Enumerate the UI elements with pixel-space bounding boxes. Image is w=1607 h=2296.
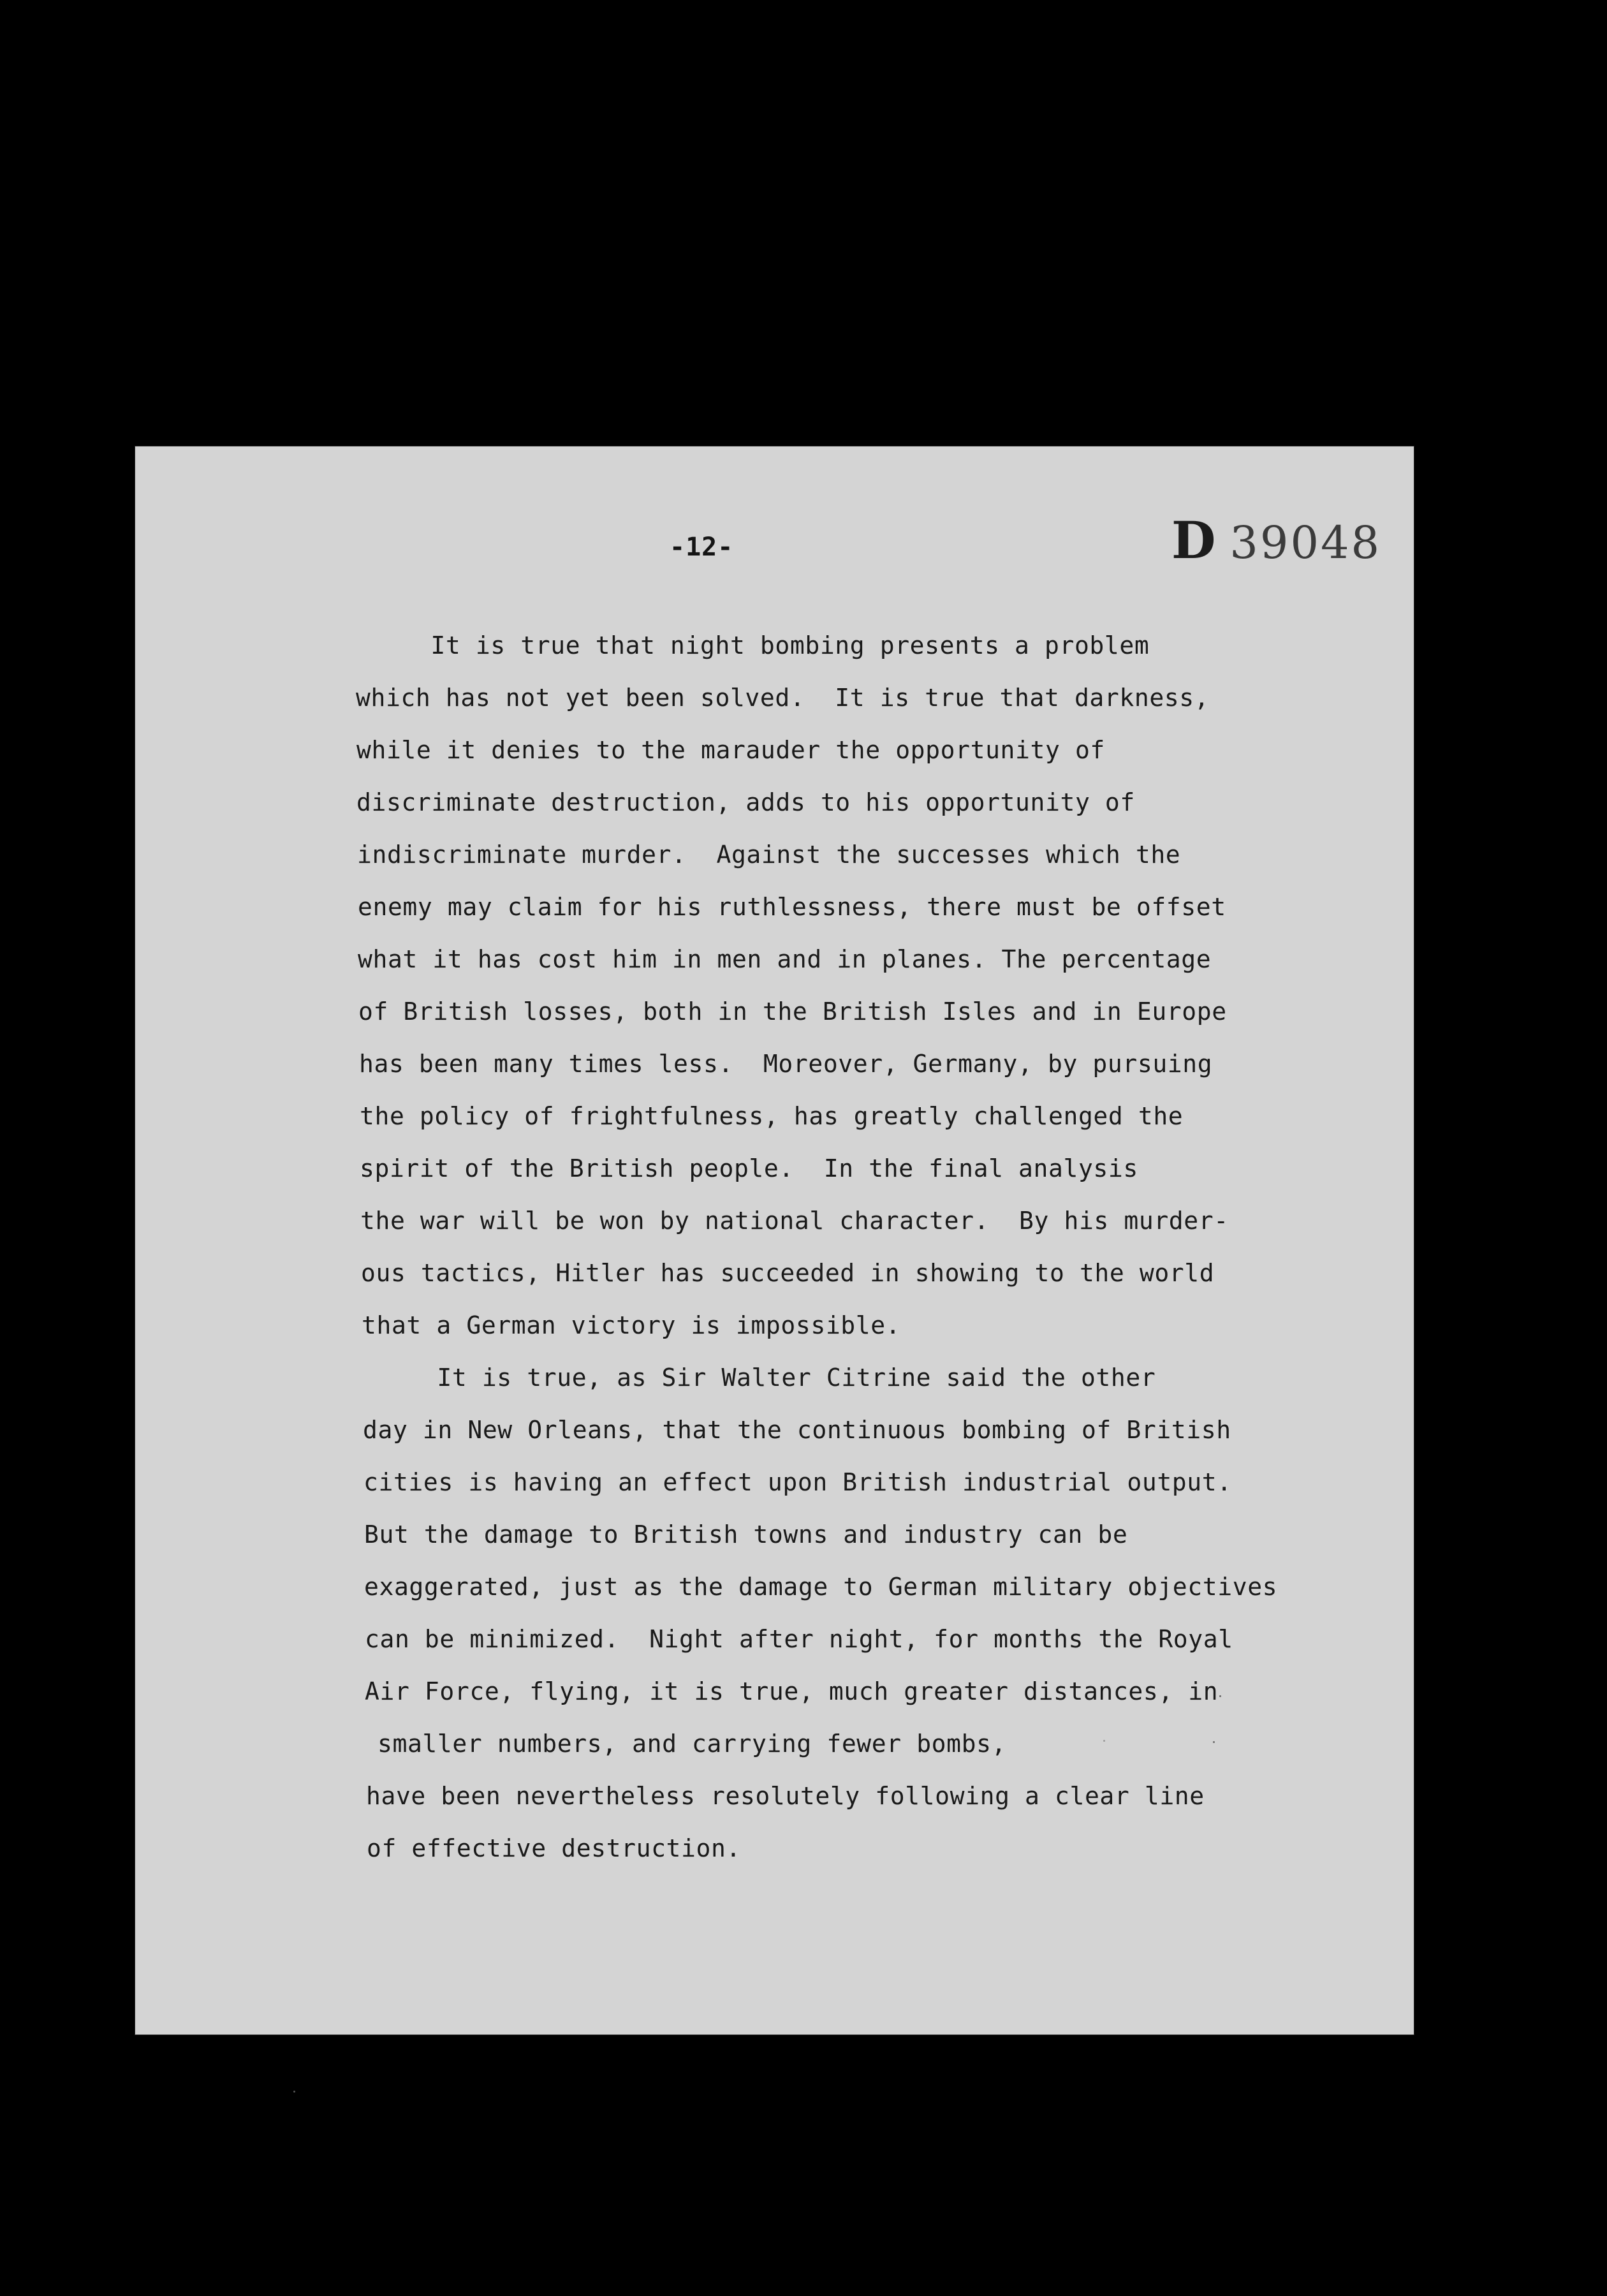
dust-speck <box>1213 1741 1215 1743</box>
text-line: which has not yet been solved. It is true that darkness, <box>356 684 1210 712</box>
text-line: It is true that night bombing presents a problem <box>356 631 1150 659</box>
text-line: the policy of frightfulness, has greatly challenged the <box>360 1102 1184 1130</box>
dust-speck <box>1103 1740 1105 1742</box>
text-line: enemy may claim for his ruthlessness, there must be offset <box>358 893 1226 921</box>
text-line: while it denies to the marauder the opportunity of <box>356 736 1105 764</box>
text-line: the war will be won by national character. By his murder- <box>360 1207 1229 1235</box>
text-line: what it has cost him in men and in planes. The percentage <box>358 945 1212 973</box>
stamp-number: 39048 <box>1229 517 1382 569</box>
stamp-letter: D <box>1171 510 1216 570</box>
page-number: -12- <box>670 533 734 562</box>
text-line: of British losses, both in the British Isles and in Europe <box>358 997 1227 1026</box>
text-line: day in New Orleans, that the continuous bombing of British <box>363 1416 1231 1444</box>
text-line: indiscriminate murder. Against the successes which the <box>357 841 1181 869</box>
text-line: exaggerated, just as the damage to German military objectives <box>364 1573 1278 1601</box>
text-line: that a German victory is impossible. <box>362 1311 901 1339</box>
text-line: But the damage to British towns and industry can be <box>364 1520 1128 1549</box>
text-line: It is true, as Sir Walter Citrine said the other <box>362 1364 1156 1392</box>
text-line: spirit of the British people. In the final analysis <box>360 1154 1138 1182</box>
dust-speck <box>1219 1695 1221 1697</box>
dust-speck <box>293 2091 295 2093</box>
text-line: can be minimized. Night after night, for months the Royal <box>365 1625 1233 1653</box>
text-line: of effective destruction. <box>367 1834 741 1862</box>
text-line: smaller numbers, and carrying fewer bombs, <box>378 1730 1007 1758</box>
text-line: have been nevertheless resolutely following a clear line <box>366 1782 1205 1810</box>
text-line: ous tactics, Hitler has succeeded in showing to the world <box>361 1259 1215 1287</box>
text-line: has been many times less. Moreover, Germany, by pursuing <box>359 1050 1213 1078</box>
document-stamp <box>1171 510 1381 570</box>
text-line: cities is having an effect upon British industrial output. <box>363 1468 1232 1496</box>
text-line: Air Force, flying, it is true, much greater distances, in <box>365 1677 1219 1705</box>
text-line: discriminate destruction, adds to his opportunity of <box>356 788 1135 816</box>
document-page <box>135 446 1414 2035</box>
